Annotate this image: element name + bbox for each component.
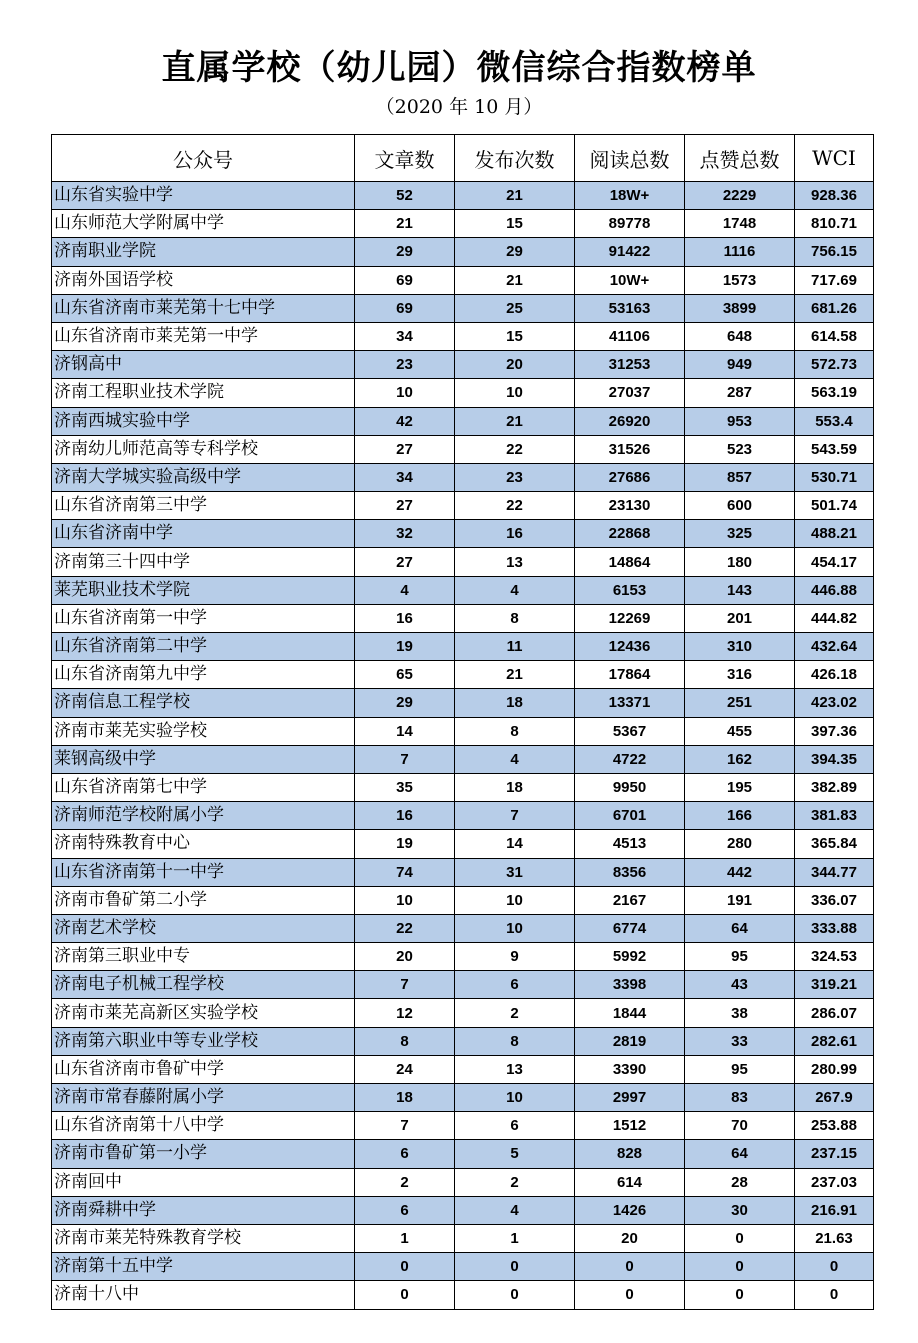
cell-likes: 201 <box>685 604 795 632</box>
cell-publish-count: 8 <box>455 1027 575 1055</box>
table-row <box>52 830 874 858</box>
cell-publish-count: 22 <box>455 492 575 520</box>
cell-reads: 5992 <box>575 943 685 971</box>
cell-reads: 2997 <box>575 1084 685 1112</box>
cell-likes: 949 <box>685 351 795 379</box>
cell-reads: 5367 <box>575 717 685 745</box>
cell-wci: 282.61 <box>795 1027 874 1055</box>
cell-reads: 20 <box>575 1224 685 1252</box>
cell-account-name: 济南师范学校附属小学 <box>52 802 355 830</box>
cell-publish-count: 11 <box>455 633 575 661</box>
cell-publish-count: 2 <box>455 1168 575 1196</box>
table-row <box>52 858 874 886</box>
cell-publish-count: 20 <box>455 351 575 379</box>
wci-ranking-table <box>51 134 874 1310</box>
cell-articles: 14 <box>355 717 455 745</box>
cell-likes: 3899 <box>685 294 795 322</box>
table-row <box>52 802 874 830</box>
cell-account-name: 济南市莱芜实验学校 <box>52 717 355 745</box>
cell-account-name: 济南市鲁矿第二小学 <box>52 886 355 914</box>
cell-publish-count: 21 <box>455 661 575 689</box>
cell-account-name: 山东省济南中学 <box>52 520 355 548</box>
cell-reads: 14864 <box>575 548 685 576</box>
cell-wci: 553.4 <box>795 407 874 435</box>
cell-articles: 65 <box>355 661 455 689</box>
cell-reads: 2819 <box>575 1027 685 1055</box>
cell-articles: 27 <box>355 548 455 576</box>
table-row <box>52 604 874 632</box>
cell-wci: 928.36 <box>795 182 874 210</box>
cell-publish-count: 6 <box>455 1112 575 1140</box>
cell-articles: 8 <box>355 1027 455 1055</box>
cell-publish-count: 10 <box>455 886 575 914</box>
cell-reads: 23130 <box>575 492 685 520</box>
cell-wci: 267.9 <box>795 1084 874 1112</box>
cell-likes: 1573 <box>685 266 795 294</box>
cell-wci: 21.63 <box>795 1224 874 1252</box>
cell-reads: 614 <box>575 1168 685 1196</box>
cell-publish-count: 10 <box>455 379 575 407</box>
cell-account-name: 山东省济南第九中学 <box>52 661 355 689</box>
cell-likes: 310 <box>685 633 795 661</box>
cell-publish-count: 10 <box>455 1084 575 1112</box>
cell-articles: 42 <box>355 407 455 435</box>
cell-likes: 648 <box>685 322 795 350</box>
table-row <box>52 351 874 379</box>
header-articles: 文章数 <box>355 135 455 182</box>
cell-publish-count: 29 <box>455 238 575 266</box>
cell-reads: 31526 <box>575 435 685 463</box>
cell-wci: 756.15 <box>795 238 874 266</box>
cell-account-name: 莱芜职业技术学院 <box>52 576 355 604</box>
cell-reads: 4513 <box>575 830 685 858</box>
table-row <box>52 1027 874 1055</box>
cell-likes: 455 <box>685 717 795 745</box>
cell-publish-count: 0 <box>455 1281 575 1309</box>
table-row <box>52 1168 874 1196</box>
cell-publish-count: 9 <box>455 943 575 971</box>
cell-account-name: 济南职业学院 <box>52 238 355 266</box>
cell-likes: 64 <box>685 1140 795 1168</box>
cell-wci: 336.07 <box>795 886 874 914</box>
cell-articles: 7 <box>355 1112 455 1140</box>
cell-account-name: 济南艺术学校 <box>52 914 355 942</box>
cell-account-name: 济南西城实验中学 <box>52 407 355 435</box>
cell-account-name: 济南电子机械工程学校 <box>52 971 355 999</box>
cell-wci: 501.74 <box>795 492 874 520</box>
table-row <box>52 717 874 745</box>
cell-account-name: 山东省济南第一中学 <box>52 604 355 632</box>
cell-publish-count: 8 <box>455 717 575 745</box>
cell-account-name: 济南市鲁矿第一小学 <box>52 1140 355 1168</box>
cell-likes: 1748 <box>685 210 795 238</box>
table-row <box>52 999 874 1027</box>
cell-wci: 444.82 <box>795 604 874 632</box>
cell-articles: 18 <box>355 1084 455 1112</box>
cell-wci: 280.99 <box>795 1055 874 1083</box>
cell-reads: 27686 <box>575 463 685 491</box>
cell-likes: 28 <box>685 1168 795 1196</box>
cell-likes: 162 <box>685 745 795 773</box>
cell-likes: 0 <box>685 1253 795 1281</box>
cell-publish-count: 1 <box>455 1224 575 1252</box>
cell-likes: 0 <box>685 1281 795 1309</box>
cell-wci: 488.21 <box>795 520 874 548</box>
cell-reads: 13371 <box>575 689 685 717</box>
cell-publish-count: 0 <box>455 1253 575 1281</box>
cell-reads: 4722 <box>575 745 685 773</box>
cell-publish-count: 18 <box>455 689 575 717</box>
cell-wci: 237.03 <box>795 1168 874 1196</box>
cell-wci: 333.88 <box>795 914 874 942</box>
cell-articles: 23 <box>355 351 455 379</box>
cell-publish-count: 4 <box>455 1196 575 1224</box>
cell-account-name: 山东省济南第十八中学 <box>52 1112 355 1140</box>
cell-articles: 24 <box>355 1055 455 1083</box>
cell-account-name: 济南市莱芜特殊教育学校 <box>52 1224 355 1252</box>
cell-likes: 325 <box>685 520 795 548</box>
cell-articles: 0 <box>355 1281 455 1309</box>
table-row <box>52 576 874 604</box>
header-publish-count: 发布次数 <box>455 135 575 182</box>
table-row <box>52 1084 874 1112</box>
table-row <box>52 943 874 971</box>
cell-likes: 0 <box>685 1224 795 1252</box>
cell-likes: 287 <box>685 379 795 407</box>
cell-articles: 29 <box>355 238 455 266</box>
cell-articles: 69 <box>355 266 455 294</box>
table-row <box>52 294 874 322</box>
cell-publish-count: 21 <box>455 407 575 435</box>
cell-reads: 8356 <box>575 858 685 886</box>
header-likes: 点赞总数 <box>685 135 795 182</box>
cell-publish-count: 7 <box>455 802 575 830</box>
cell-publish-count: 8 <box>455 604 575 632</box>
cell-articles: 74 <box>355 858 455 886</box>
cell-likes: 83 <box>685 1084 795 1112</box>
cell-wci: 381.83 <box>795 802 874 830</box>
cell-wci: 0 <box>795 1281 874 1309</box>
cell-account-name: 济钢高中 <box>52 351 355 379</box>
cell-articles: 6 <box>355 1196 455 1224</box>
cell-account-name: 山东省济南第二中学 <box>52 633 355 661</box>
table-row <box>52 210 874 238</box>
cell-wci: 454.17 <box>795 548 874 576</box>
table-row <box>52 548 874 576</box>
cell-articles: 29 <box>355 689 455 717</box>
cell-articles: 1 <box>355 1224 455 1252</box>
cell-account-name: 济南市莱芜高新区实验学校 <box>52 999 355 1027</box>
cell-likes: 33 <box>685 1027 795 1055</box>
table-row <box>52 689 874 717</box>
cell-wci: 614.58 <box>795 322 874 350</box>
cell-wci: 324.53 <box>795 943 874 971</box>
cell-likes: 95 <box>685 943 795 971</box>
cell-likes: 600 <box>685 492 795 520</box>
cell-wci: 810.71 <box>795 210 874 238</box>
cell-publish-count: 13 <box>455 1055 575 1083</box>
cell-publish-count: 21 <box>455 266 575 294</box>
cell-articles: 35 <box>355 773 455 801</box>
cell-account-name: 山东省济南第三中学 <box>52 492 355 520</box>
cell-wci: 286.07 <box>795 999 874 1027</box>
cell-wci: 426.18 <box>795 661 874 689</box>
table-row <box>52 633 874 661</box>
cell-reads: 17864 <box>575 661 685 689</box>
cell-account-name: 济南第三职业中专 <box>52 943 355 971</box>
cell-reads: 828 <box>575 1140 685 1168</box>
cell-articles: 4 <box>355 576 455 604</box>
cell-publish-count: 13 <box>455 548 575 576</box>
cell-reads: 41106 <box>575 322 685 350</box>
header-account: 公众号 <box>52 135 355 182</box>
cell-articles: 34 <box>355 322 455 350</box>
cell-likes: 953 <box>685 407 795 435</box>
cell-publish-count: 14 <box>455 830 575 858</box>
cell-publish-count: 4 <box>455 745 575 773</box>
cell-articles: 6 <box>355 1140 455 1168</box>
cell-articles: 0 <box>355 1253 455 1281</box>
cell-account-name: 山东省济南第七中学 <box>52 773 355 801</box>
cell-articles: 27 <box>355 435 455 463</box>
cell-articles: 16 <box>355 604 455 632</box>
table-row <box>52 1253 874 1281</box>
cell-wci: 319.21 <box>795 971 874 999</box>
cell-account-name: 济南大学城实验高级中学 <box>52 463 355 491</box>
cell-account-name: 济南幼儿师范高等专科学校 <box>52 435 355 463</box>
cell-wci: 432.64 <box>795 633 874 661</box>
table-row <box>52 1055 874 1083</box>
table-row <box>52 971 874 999</box>
cell-likes: 166 <box>685 802 795 830</box>
cell-reads: 22868 <box>575 520 685 548</box>
cell-likes: 30 <box>685 1196 795 1224</box>
cell-reads: 53163 <box>575 294 685 322</box>
table-row <box>52 914 874 942</box>
cell-wci: 0 <box>795 1253 874 1281</box>
cell-publish-count: 2 <box>455 999 575 1027</box>
cell-likes: 180 <box>685 548 795 576</box>
cell-articles: 32 <box>355 520 455 548</box>
table-header-row <box>52 135 874 182</box>
cell-reads: 89778 <box>575 210 685 238</box>
table-row <box>52 322 874 350</box>
cell-account-name: 济南市常春藤附属小学 <box>52 1084 355 1112</box>
cell-likes: 316 <box>685 661 795 689</box>
cell-reads: 6153 <box>575 576 685 604</box>
cell-wci: 423.02 <box>795 689 874 717</box>
table-row <box>52 1196 874 1224</box>
cell-account-name: 济南外国语学校 <box>52 266 355 294</box>
cell-account-name: 济南特殊教育中心 <box>52 830 355 858</box>
table-row <box>52 1281 874 1309</box>
cell-wci: 382.89 <box>795 773 874 801</box>
cell-account-name: 山东省济南市莱芜第一中学 <box>52 322 355 350</box>
cell-wci: 563.19 <box>795 379 874 407</box>
table-row <box>52 238 874 266</box>
cell-publish-count: 15 <box>455 322 575 350</box>
cell-account-name: 山东省济南市鲁矿中学 <box>52 1055 355 1083</box>
cell-likes: 195 <box>685 773 795 801</box>
cell-reads: 12436 <box>575 633 685 661</box>
cell-publish-count: 18 <box>455 773 575 801</box>
cell-wci: 543.59 <box>795 435 874 463</box>
cell-reads: 2167 <box>575 886 685 914</box>
cell-likes: 95 <box>685 1055 795 1083</box>
cell-account-name: 济南工程职业技术学院 <box>52 379 355 407</box>
cell-wci: 253.88 <box>795 1112 874 1140</box>
cell-likes: 143 <box>685 576 795 604</box>
cell-wci: 394.35 <box>795 745 874 773</box>
table-row <box>52 266 874 294</box>
cell-reads: 3390 <box>575 1055 685 1083</box>
cell-reads: 6774 <box>575 914 685 942</box>
cell-publish-count: 22 <box>455 435 575 463</box>
cell-articles: 16 <box>355 802 455 830</box>
cell-likes: 38 <box>685 999 795 1027</box>
cell-publish-count: 15 <box>455 210 575 238</box>
cell-account-name: 济南回中 <box>52 1168 355 1196</box>
cell-articles: 22 <box>355 914 455 942</box>
cell-wci: 237.15 <box>795 1140 874 1168</box>
cell-wci: 530.71 <box>795 463 874 491</box>
cell-articles: 12 <box>355 999 455 1027</box>
table-row <box>52 1112 874 1140</box>
page-title: 直属学校（幼儿园）微信综合指数榜单 <box>161 48 757 88</box>
cell-likes: 191 <box>685 886 795 914</box>
cell-articles: 69 <box>355 294 455 322</box>
cell-publish-count: 23 <box>455 463 575 491</box>
cell-wci: 365.84 <box>795 830 874 858</box>
cell-likes: 70 <box>685 1112 795 1140</box>
cell-wci: 216.91 <box>795 1196 874 1224</box>
cell-wci: 344.77 <box>795 858 874 886</box>
cell-likes: 2229 <box>685 182 795 210</box>
cell-likes: 442 <box>685 858 795 886</box>
cell-reads: 91422 <box>575 238 685 266</box>
cell-reads: 1844 <box>575 999 685 1027</box>
cell-wci: 397.36 <box>795 717 874 745</box>
cell-likes: 280 <box>685 830 795 858</box>
cell-account-name: 济南第十五中学 <box>52 1253 355 1281</box>
cell-articles: 10 <box>355 379 455 407</box>
cell-articles: 7 <box>355 745 455 773</box>
cell-wci: 681.26 <box>795 294 874 322</box>
cell-wci: 717.69 <box>795 266 874 294</box>
cell-publish-count: 21 <box>455 182 575 210</box>
cell-reads: 3398 <box>575 971 685 999</box>
cell-likes: 523 <box>685 435 795 463</box>
cell-likes: 251 <box>685 689 795 717</box>
table-row <box>52 1224 874 1252</box>
table-row <box>52 1140 874 1168</box>
cell-reads: 10W+ <box>575 266 685 294</box>
cell-account-name: 济南十八中 <box>52 1281 355 1309</box>
cell-reads: 1426 <box>575 1196 685 1224</box>
cell-reads: 6701 <box>575 802 685 830</box>
cell-articles: 19 <box>355 830 455 858</box>
cell-account-name: 济南信息工程学校 <box>52 689 355 717</box>
cell-publish-count: 25 <box>455 294 575 322</box>
cell-account-name: 山东省济南第十一中学 <box>52 858 355 886</box>
cell-reads: 26920 <box>575 407 685 435</box>
cell-articles: 10 <box>355 886 455 914</box>
cell-articles: 21 <box>355 210 455 238</box>
cell-likes: 857 <box>685 463 795 491</box>
cell-articles: 20 <box>355 943 455 971</box>
table-row <box>52 379 874 407</box>
cell-wci: 446.88 <box>795 576 874 604</box>
table-body <box>52 182 874 1310</box>
cell-articles: 19 <box>355 633 455 661</box>
cell-publish-count: 16 <box>455 520 575 548</box>
cell-articles: 2 <box>355 1168 455 1196</box>
cell-publish-count: 31 <box>455 858 575 886</box>
cell-articles: 52 <box>355 182 455 210</box>
cell-account-name: 山东省实验中学 <box>52 182 355 210</box>
table-row <box>52 745 874 773</box>
cell-account-name: 济南第三十四中学 <box>52 548 355 576</box>
cell-reads: 1512 <box>575 1112 685 1140</box>
cell-reads: 27037 <box>575 379 685 407</box>
table-row <box>52 886 874 914</box>
header-reads: 阅读总数 <box>575 135 685 182</box>
cell-reads: 18W+ <box>575 182 685 210</box>
cell-account-name: 山东师范大学附属中学 <box>52 210 355 238</box>
table-row <box>52 773 874 801</box>
cell-publish-count: 10 <box>455 914 575 942</box>
cell-reads: 12269 <box>575 604 685 632</box>
cell-publish-count: 5 <box>455 1140 575 1168</box>
table-row <box>52 463 874 491</box>
cell-reads: 9950 <box>575 773 685 801</box>
table-row <box>52 407 874 435</box>
cell-likes: 43 <box>685 971 795 999</box>
cell-account-name: 山东省济南市莱芜第十七中学 <box>52 294 355 322</box>
cell-publish-count: 4 <box>455 576 575 604</box>
cell-reads: 0 <box>575 1281 685 1309</box>
page-subtitle-date: （2020 年 10 月） <box>375 96 543 118</box>
cell-wci: 572.73 <box>795 351 874 379</box>
cell-articles: 34 <box>355 463 455 491</box>
cell-account-name: 莱钢高级中学 <box>52 745 355 773</box>
cell-articles: 27 <box>355 492 455 520</box>
cell-publish-count: 6 <box>455 971 575 999</box>
cell-articles: 7 <box>355 971 455 999</box>
cell-account-name: 济南舜耕中学 <box>52 1196 355 1224</box>
cell-reads: 31253 <box>575 351 685 379</box>
cell-likes: 64 <box>685 914 795 942</box>
cell-reads: 0 <box>575 1253 685 1281</box>
table-row <box>52 492 874 520</box>
table-row <box>52 182 874 210</box>
table-row <box>52 520 874 548</box>
cell-account-name: 济南第六职业中等专业学校 <box>52 1027 355 1055</box>
cell-likes: 1116 <box>685 238 795 266</box>
table-row <box>52 661 874 689</box>
table-row <box>52 435 874 463</box>
header-wci: WCI <box>795 135 874 182</box>
